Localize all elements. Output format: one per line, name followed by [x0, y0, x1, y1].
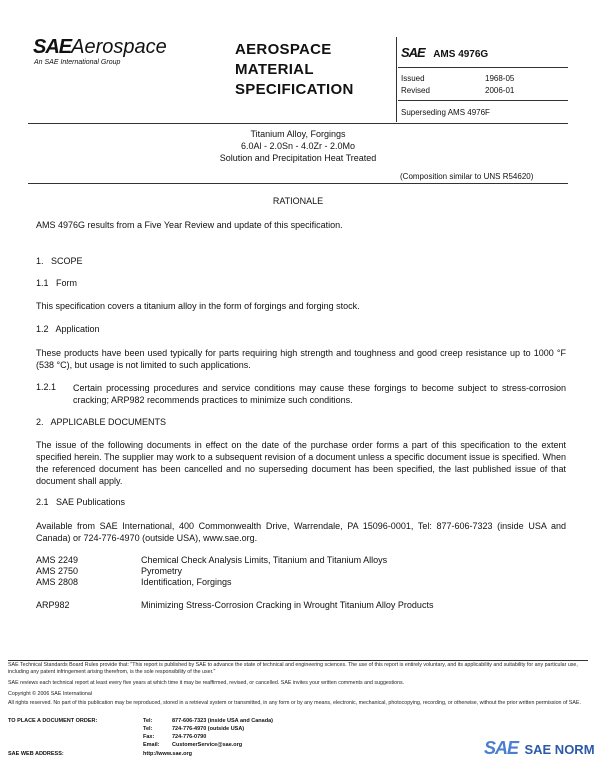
- web-address-value: http://www.sae.org: [143, 751, 192, 757]
- fax-value: 724-776-0790: [172, 734, 207, 740]
- section-1-2-heading: 1.2 Application: [36, 324, 100, 334]
- header-divider-vertical: [396, 37, 397, 122]
- watermark-sae-logo: SAE: [484, 738, 519, 758]
- ref-title: Pyrometry: [141, 566, 183, 576]
- footer-review-text: SAE reviews each technical report at least every five years at which time it may be reaffirmed, revised, or cancelled. SAE invites your written comments and suggestions.: [8, 680, 405, 686]
- email-label: Email:: [143, 742, 160, 748]
- doc-type-line-2: MATERIAL: [235, 61, 314, 78]
- doc-type-line-3: SPECIFICATION: [235, 81, 354, 98]
- issued-label: Issued: [401, 74, 425, 83]
- section-2-1-text: Available from SAE International, 400 Commonwealth Drive, Warrendale, PA 15096-0001, Tel: 877-606-7323 (inside USA and Canada) or 724-776-4970 (outside USA), www.sae.org.: [36, 521, 566, 543]
- revised-label: Revised: [401, 86, 430, 95]
- issued-divider: [398, 100, 568, 101]
- title-bottom-rule: [28, 183, 568, 184]
- section-1-2-1-text: Certain processing procedures and service conditions may cause these forgings to become subject to stress-corrosion cracking; ARP982 recommends practices to minimize such conditions.: [73, 383, 566, 405]
- web-address-label: SAE WEB ADDRESS:: [8, 751, 64, 757]
- email-value: CustomerService@sae.org: [172, 742, 243, 748]
- tel-value-2: 724-776-4970 (outside USA): [172, 726, 245, 732]
- ref-title: Chemical Check Analysis Limits, Titanium and Titanium Alloys: [141, 555, 388, 565]
- footer-copyright: Copyright © 2006 SAE International: [8, 691, 92, 697]
- issued-value: 1968-05: [485, 74, 515, 83]
- composition-note: (Composition similar to UNS R54620): [400, 172, 534, 181]
- rationale-heading: RATIONALE: [272, 196, 324, 206]
- doc-type-line-1: AEROSPACE: [235, 41, 332, 58]
- footer-top-rule: [8, 660, 588, 661]
- title-line-1: Titanium Alloy, Forgings: [250, 129, 346, 139]
- title-line-2: 6.0Al - 2.0Sn - 4.0Zr - 2.0Mo: [240, 141, 356, 151]
- section-2-heading: 2. APPLICABLE DOCUMENTS: [36, 417, 167, 427]
- sae-norm-watermark: [484, 738, 595, 759]
- section-2-text: The issue of the following documents in effect on the date of the purchase order forms a part of this specification to the extent specified herein. The supplier may work to a subsequent revision of a document unless a specific document issue is specified. When the referenced document has been cancelled and no superseding document has been specified, the last published issue of that document shall apply.: [36, 440, 566, 486]
- title-line-3: Solution and Precipitation Heat Treated: [219, 153, 377, 163]
- section-2-1-heading: 2.1 SAE Publications: [36, 497, 126, 507]
- superseding-text: Superseding AMS 4976F: [401, 108, 490, 117]
- section-1-heading: 1. SCOPE: [36, 256, 83, 266]
- ref-code: ARP982: [36, 600, 70, 610]
- spec-number: AMS 4976G: [433, 49, 489, 60]
- tel-label-2: Tel:: [143, 726, 153, 732]
- spec-number-underline: [398, 67, 568, 68]
- ref-code: AMS 2808: [36, 577, 79, 587]
- spec-number-block: [401, 44, 488, 62]
- section-1-1-text: This specification covers a titanium alloy in the form of forgings and forging stock.: [36, 301, 360, 311]
- ref-code: AMS 2750: [36, 566, 79, 576]
- revised-value: 2006-01: [485, 86, 515, 95]
- ref-title: Identification, Forgings: [141, 577, 232, 587]
- logo-aerospace-text: Aerospace: [71, 36, 167, 58]
- fax-label: Fax:: [143, 734, 155, 740]
- rationale-text: AMS 4976G results from a Five Year Review and update of this specification.: [36, 220, 343, 230]
- header-bottom-rule: [28, 123, 568, 124]
- tel-value-1: 877-606-7323 (inside USA and Canada): [172, 718, 273, 724]
- watermark-sae-norm-text: SAE NORM: [524, 742, 595, 757]
- right-sae-logo: SAE: [401, 45, 425, 60]
- logo-tagline: An SAE International Group: [34, 59, 121, 66]
- ref-code: AMS 2249: [36, 555, 79, 565]
- section-1-2-1-number: 1.2.1: [36, 382, 57, 392]
- tel-label-1: Tel:: [143, 718, 153, 724]
- footer-rights-text: All rights reserved. No part of this publication may be reproduced, stored in a retrieval system or transmitted, in any form or by any means, electronic, mechanical, photocopying, recording, or otherwise, without the prior written permission of SAE.: [8, 700, 581, 706]
- sae-aerospace-logo: [33, 36, 167, 59]
- logo-sae-text: SAE: [33, 36, 72, 58]
- footer-rules-text: SAE Technical Standards Board Rules provide that: "This report is published by SAE to advance the state of technical and engineering sciences. The use of this report is entirely voluntary, and its applicability and suitability for any particular use, including any patent infringement arising therefrom, is the sole responsibility of the user.": [8, 662, 578, 675]
- ref-title: Minimizing Stress-Corrosion Cracking in Wrought Titanium Alloy Products: [141, 600, 434, 610]
- order-label: TO PLACE A DOCUMENT ORDER:: [8, 718, 98, 724]
- section-1-2-text: These products have been used typically for parts requiring high strength and toughness and good creep resistance up to 1000 °F (538 °C), but usage is not limited to such applications.: [36, 348, 566, 370]
- section-1-1-heading: 1.1 Form: [36, 278, 78, 288]
